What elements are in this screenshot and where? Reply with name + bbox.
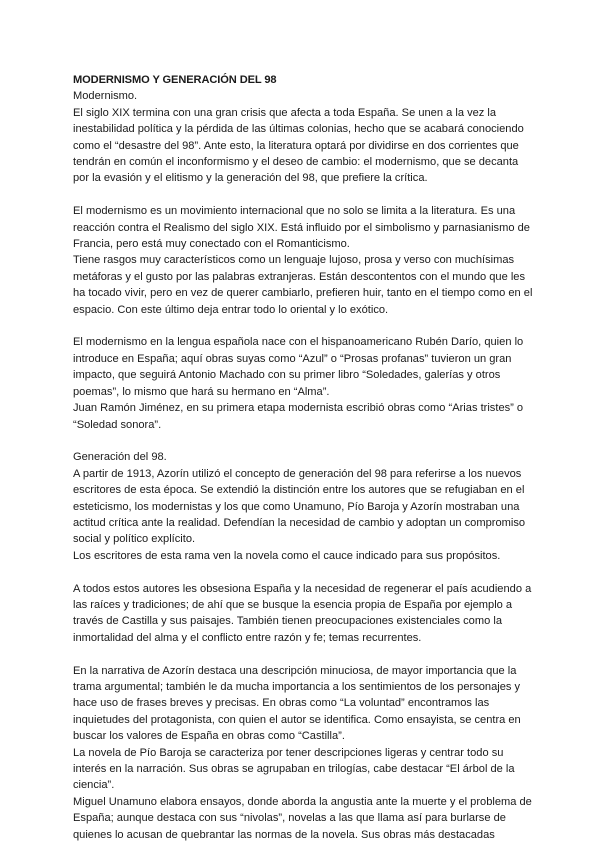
paragraph-spacer [73,318,533,334]
section-heading-modernismo: Modernismo. [73,90,138,103]
paragraph: Juan Ramón Jiménez, en su primera etapa modernista escribió obras como “Arias tristes” o “Soledad sonora”. [73,402,524,431]
paragraph-spacer [73,187,533,203]
document-body [73,72,533,843]
paragraph: En la narrativa de Azorín destaca una descripción minuciosa, de mayor importancia que la trama argumental; también le da mucha importancia a los sentimientos de los personajes y hace uso de frases breves y precisas. En obras como “La voluntad” encontramos las inquietudes del protagonista, con quien el autor se identifica. Como ensayista, se centra en buscar los valores de España en obras como “Castilla”. [73,664,521,743]
paragraph-spacer [73,564,533,580]
document-title: MODERNISMO Y GENERACIÓN DEL 98 [73,74,277,86]
section-heading-generacion: Generación del 98. [73,451,167,464]
paragraph: La novela de Pío Baroja se caracteriza por tener descripciones ligeras y centrar todo su interés en la narración. Sus obras se agrupaban en trilogías, cabe destacar “El árbol de la ciencia”. [73,746,515,792]
paragraph: El modernismo en la lengua española nace con el hispanoamericano Rubén Darío, quien lo introduce en España; aquí obras suyas como “Azul” o “Prosas profanas” tuvieron un gran impacto, que seguirá Antonio Machado con su primer libro “Soledades, galerías y otros poemas”, lo mismo que hará su hermano en “Alma”. [73,336,524,398]
paragraph: A partir de 1913, Azorín utilizó el concepto de generación del 98 para referirse a los nuevos escritores de esta época. Se extendió la distinción entre los autores que se refugiaban en el esteticismo, los modernistas y los que como Unamuno, Pío Baroja y Azorín mostraban una actitud crítica ante la realidad. Defendían la necesidad de cambio y adoptan un compromiso social y político explícito. [73,467,526,546]
paragraph: El siglo XIX termina con una gran crisis que afecta a toda España. Se unen a la vez la inestabilidad política y la pérdida de las últimas colonias, hecho que se acabará conociendo como el “desastre del 98”. Ante esto, la literatura optará por dividirse en dos corrientes que tendrán en común el inconformismo y el deseo de cambio: el modernismo, que se decanta por la evasión y el elitismo y la generación del 98, que prefiere la crítica. [73,106,524,185]
paragraph: A todos estos autores les obsesiona España y la necesidad de regenerar el país acudiendo a las raíces y tradiciones; de ahí que se busque la esencia propia de España por ejemplo a través de Castilla y sus paisajes. También tienen preocupaciones existenciales como la inmortalidad del alma y el conflicto entre razón y fe; temas recurrentes. [73,582,532,644]
paragraph: Los escritores de esta rama ven la novela como el cauce indicado para sus propósitos. [73,549,501,562]
paragraph: Miguel Unamuno elabora ensayos, donde aborda la angustia ante la muerte y el problema de España; aunque destaca con sus “nivolas”, novelas a las que llama así para burlarse de quienes lo acusan de quebrantar las normas de la novela. Sus obras más destacadas [73,795,532,841]
paragraph-spacer [73,646,533,662]
paragraph: El modernismo es un movimiento internacional que no solo se limita a la literatura. Es una reacción contra el Realismo del siglo XIX. Está influido por el simbolismo y parnasianismo de Francia, pero está muy conectado con el Romanticismo. [73,205,530,251]
paragraph: Tiene rasgos muy característicos como un lenguaje lujoso, prosa y verso con muchísimas metáforas y el gusto por las palabras extranjeras. Están descontentos con el mundo que les ha tocado vivir, pero en vez de querer cambiarlo, prefieren huir, tanto en el tiempo como en el espacio. Con este último deja entrar todo lo oriental y lo exótico. [73,254,533,316]
paragraph-spacer [73,433,533,449]
